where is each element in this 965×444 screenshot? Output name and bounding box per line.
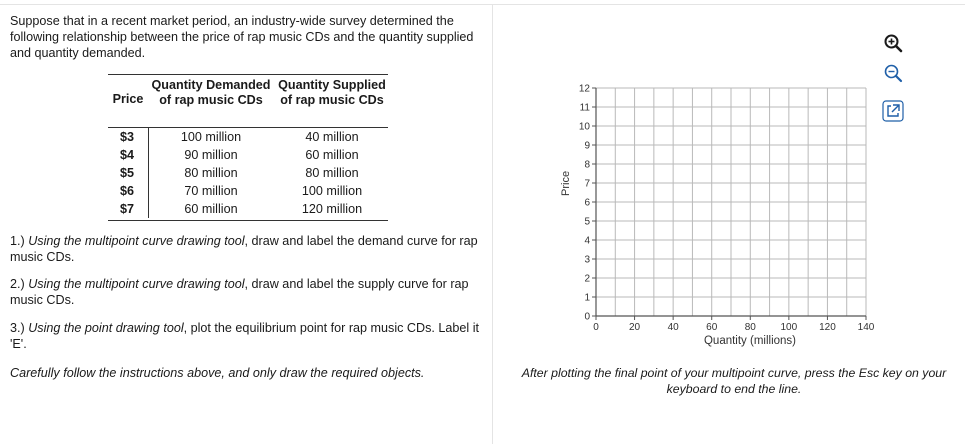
top-border	[0, 4, 965, 5]
graph-canvas[interactable]	[560, 40, 880, 350]
data-table	[108, 74, 388, 221]
price-cell: $6	[120, 184, 135, 198]
y-tick-label: 6	[584, 197, 590, 209]
y-tick-label: 11	[579, 102, 590, 114]
caution-note: Carefully follow the instructions above, and only draw the required objects.	[10, 366, 425, 380]
tool-name: Using the point drawing tool	[28, 321, 184, 335]
zoom-in-button[interactable]	[882, 32, 904, 54]
x-tick-label: 20	[629, 322, 641, 333]
y-tick-label: 0	[584, 311, 590, 323]
tool-name: Using the multipoint curve drawing tool	[28, 277, 245, 291]
x-axis-title: Quantity (millions)	[703, 335, 797, 347]
graph-instruction: After plotting the final point of your multipoint curve, press the Esc key on your keyboard to end the line.	[521, 366, 947, 396]
x-tick-label: 100	[780, 322, 798, 333]
x-tick-label: 120	[819, 322, 836, 333]
step-number: 3.)	[10, 321, 29, 335]
price-cell: $4	[120, 148, 135, 162]
y-tick-label: 3	[584, 254, 590, 266]
qd-cell: 70 million	[184, 184, 238, 198]
graph-area[interactable]	[560, 40, 880, 350]
panel-divider	[492, 4, 493, 444]
table-row	[108, 182, 388, 200]
price-cell: $5	[120, 166, 135, 180]
y-tick-label: 1	[584, 292, 590, 304]
qd-cell: 80 million	[184, 166, 238, 180]
step-text: , plot the equilibrium point for rap music CDs. Label it 'E'.	[10, 321, 480, 351]
price-cell: $3	[120, 130, 135, 144]
qd-cell: 100 million	[180, 130, 242, 144]
y-tick-label: 4	[584, 235, 590, 247]
step-text: , draw and label the supply curve for rap music CDs.	[10, 277, 469, 307]
table-row	[108, 200, 388, 218]
table-header	[108, 74, 388, 128]
x-tick-label: 140	[857, 322, 875, 333]
table-body	[108, 128, 388, 218]
y-tick-label: 2	[584, 273, 590, 285]
x-tick-label: 60	[706, 322, 718, 333]
instruction-2	[10, 276, 490, 308]
price-cell: $7	[120, 202, 135, 216]
table-row	[108, 146, 388, 164]
table-row	[108, 164, 388, 182]
x-tick-label: 40	[667, 322, 679, 333]
header-quantity-supplied: Quantity Supplied of rap music CDs	[278, 78, 386, 107]
x-tick-label: 0	[593, 322, 599, 333]
header-price: Price	[112, 92, 144, 106]
qd-cell: 60 million	[184, 202, 238, 216]
qs-cell: 120 million	[301, 202, 363, 216]
header-quantity-demanded: Quantity Demanded of rap music CDs	[151, 78, 271, 107]
y-tick-label: 10	[578, 121, 590, 133]
y-tick-label: 9	[584, 140, 590, 152]
zoom-out-icon	[882, 62, 904, 84]
step-number: 2.)	[10, 277, 29, 291]
step-text: , draw and label the demand curve for rap music CDs.	[10, 234, 478, 264]
popout-icon	[882, 100, 904, 122]
qs-cell: 40 million	[305, 130, 359, 144]
qd-cell: 90 million	[184, 148, 238, 162]
zoom-out-button[interactable]	[882, 62, 904, 84]
step-number: 1.)	[10, 234, 29, 248]
qs-cell: 100 million	[301, 184, 363, 198]
y-tick-label: 12	[578, 83, 590, 95]
zoom-in-icon	[882, 32, 904, 54]
table-row	[108, 128, 388, 146]
tool-name: Using the multipoint curve drawing tool	[28, 234, 245, 248]
y-tick-label: 7	[584, 178, 590, 190]
y-tick-label: 5	[584, 216, 590, 228]
problem-intro: Suppose that in a recent market period, an industry-wide survey determined the following relationship between the price of rap music CDs and the quantity supplied and quantity demanded.	[10, 14, 474, 60]
table-column-rule	[148, 128, 149, 218]
y-tick-label: 8	[584, 159, 590, 171]
instruction-1	[10, 233, 490, 265]
table-bottom-rule	[108, 220, 388, 221]
x-tick-label: 80	[744, 322, 756, 333]
popout-button[interactable]	[882, 100, 904, 122]
qs-cell: 60 million	[305, 148, 359, 162]
instruction-3	[10, 320, 490, 352]
y-axis-title: Price	[560, 170, 572, 196]
qs-cell: 80 million	[305, 166, 359, 180]
